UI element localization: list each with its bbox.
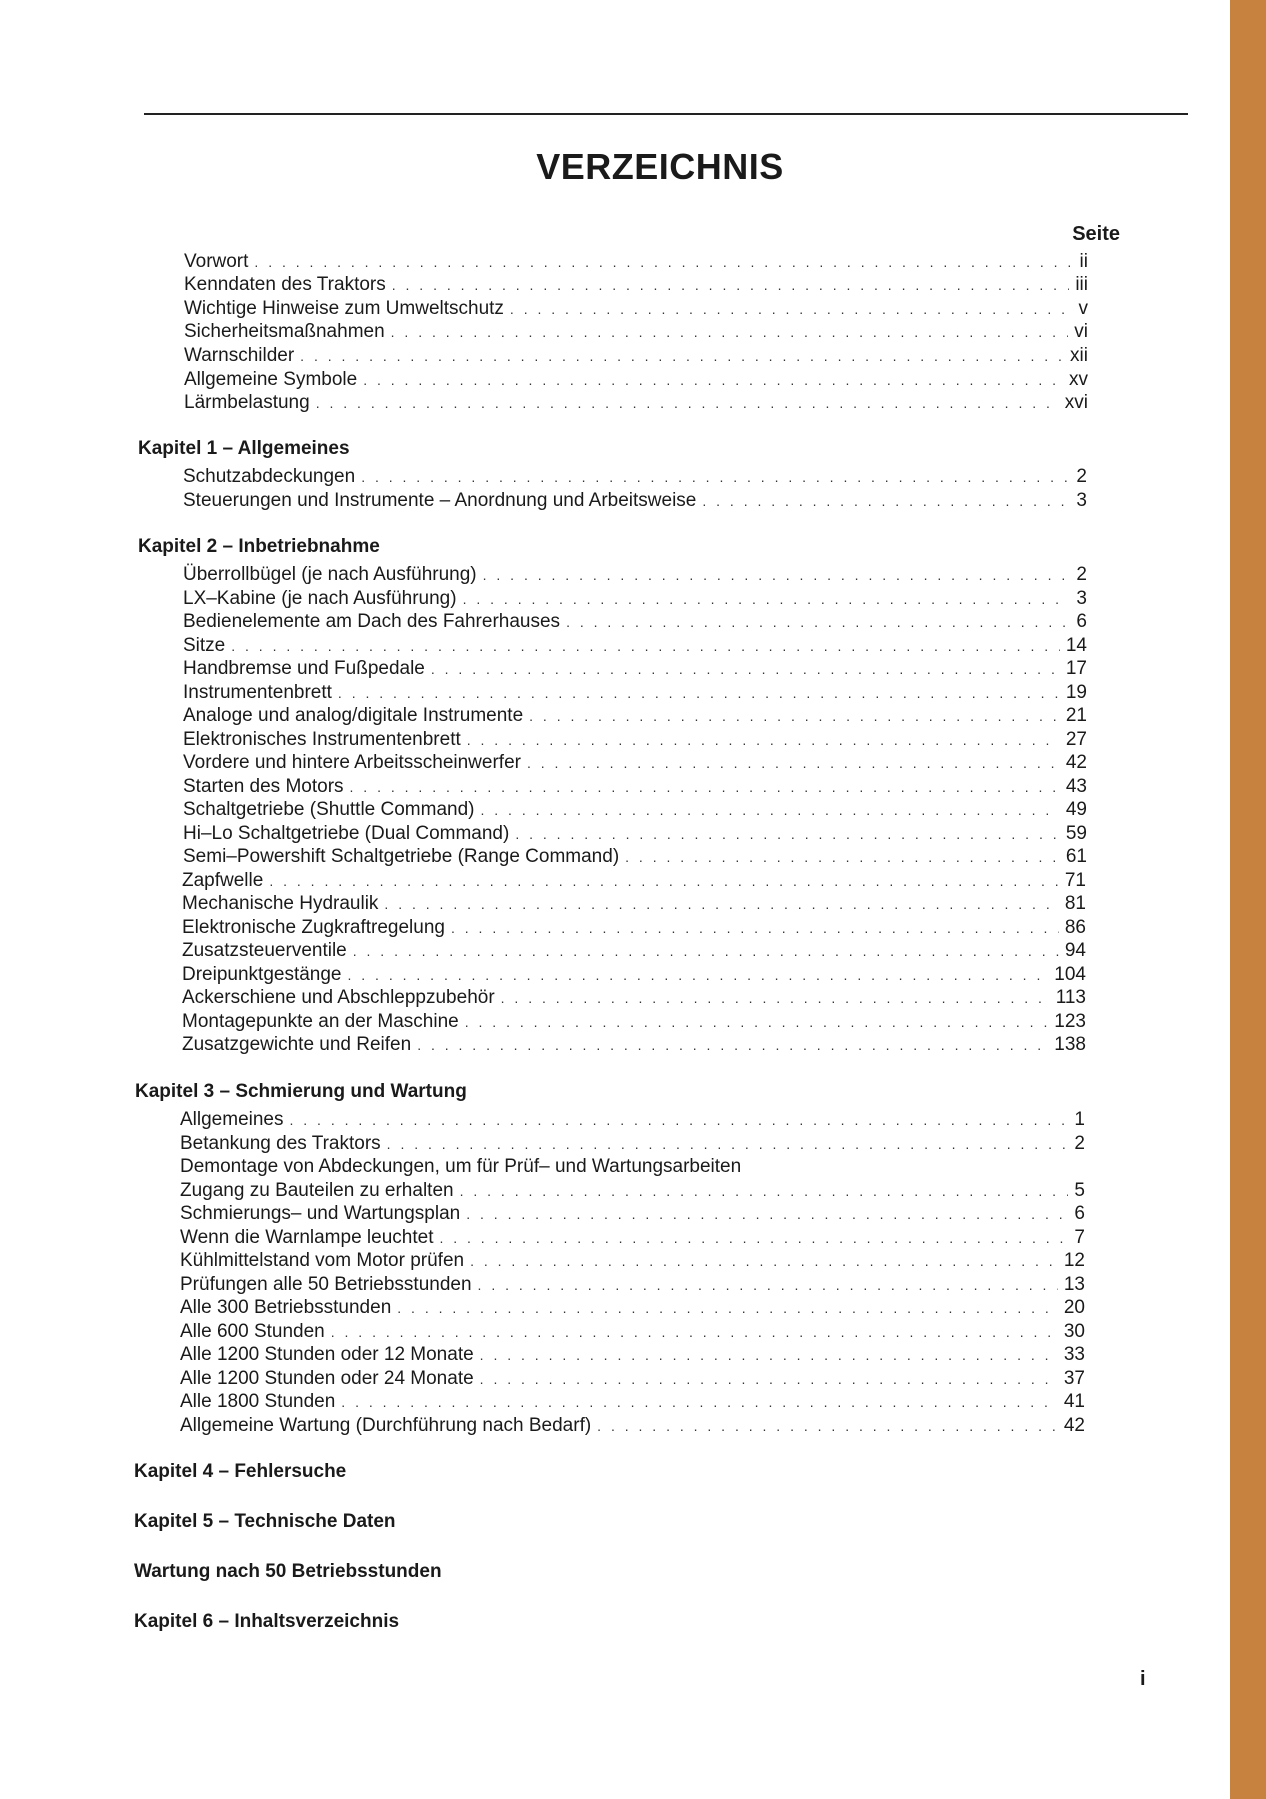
toc-entry[interactable]: [180, 1367, 1085, 1390]
toc-entry[interactable]: [183, 751, 1087, 774]
toc-entry[interactable]: [180, 1390, 1085, 1413]
dot-leader: [348, 964, 1049, 987]
chapter-heading-5[interactable]: Kapitel 5 – Technische Daten: [134, 1511, 396, 1532]
toc-entry-label: Allgemeines: [180, 1109, 284, 1130]
toc-entry-label: Elektronisches Instrumentenbrett: [183, 729, 461, 750]
dot-leader: [269, 870, 1059, 893]
toc-entry-page: 17: [1065, 658, 1087, 679]
toc-entry-page: 37: [1063, 1368, 1085, 1389]
chapter-heading-1[interactable]: Kapitel 1 – Allgemeines: [138, 438, 350, 459]
toc-entry-page: 6: [1074, 1203, 1085, 1224]
toc-entry[interactable]: [184, 368, 1088, 391]
dot-leader: [470, 1250, 1058, 1273]
chapter-heading-2[interactable]: Kapitel 2 – Inbetriebnahme: [138, 536, 380, 557]
toc-entry-label: Bedienelemente am Dach des Fahrerhauses: [183, 611, 561, 632]
toc-entry-label: Alle 1800 Stunden: [180, 1391, 336, 1412]
dot-leader: [510, 298, 1073, 321]
toc-entry[interactable]: [180, 1108, 1085, 1131]
toc-entry[interactable]: [180, 1296, 1085, 1319]
toc-entry-page: 2: [1076, 466, 1087, 487]
toc-entry-label: Instrumentenbrett: [183, 682, 332, 703]
toc-entry-label: Vorwort: [184, 251, 249, 272]
toc-entry[interactable]: [183, 822, 1087, 845]
toc-entry[interactable]: [183, 563, 1087, 586]
toc-entry-label: Kenndaten des Traktors: [184, 274, 386, 295]
dot-leader: [501, 987, 1050, 1010]
toc-entry-page: 27: [1065, 729, 1087, 750]
dot-leader: [341, 1391, 1058, 1414]
toc-entry-label: Montagepunkte an der Maschine: [182, 1011, 459, 1032]
toc-entry-page: 123: [1054, 1011, 1086, 1032]
toc-entry[interactable]: [183, 845, 1087, 868]
chapter-heading-3[interactable]: Kapitel 3 – Schmierung und Wartung: [135, 1081, 467, 1102]
toc-entry[interactable]: [180, 1226, 1085, 1249]
toc-entry[interactable]: [183, 610, 1087, 633]
toc-entry-page: 33: [1063, 1344, 1085, 1365]
toc-entry[interactable]: [183, 728, 1087, 751]
toc-entry-page: vi: [1074, 321, 1088, 342]
dot-leader: [439, 1227, 1068, 1250]
toc-entry[interactable]: [182, 963, 1086, 986]
toc-entry[interactable]: [184, 297, 1088, 320]
toc-entry-label: Sitze: [183, 635, 226, 656]
toc-entry-page: iii: [1075, 274, 1088, 295]
dot-leader: [483, 564, 1071, 587]
toc-entry-label: Handbremse und Fußpedale: [183, 658, 425, 679]
toc-entry-page: 12: [1063, 1250, 1085, 1271]
toc-entry[interactable]: [183, 465, 1087, 488]
toc-entry-label: Überrollbügel (je nach Ausführung): [183, 564, 477, 585]
dot-leader: [480, 1344, 1058, 1367]
toc-entry[interactable]: [180, 1202, 1085, 1225]
toc-entry-label: Dreipunktgestänge: [182, 964, 342, 985]
toc-entry-label: Hi–Lo Schaltgetriebe (Dual Command): [183, 823, 510, 844]
toc-entry-label: Elektronische Zugkraftregelung: [182, 917, 445, 938]
toc-entry-page: 3: [1076, 490, 1087, 511]
toc-entry-page: 14: [1065, 635, 1087, 656]
toc-entry[interactable]: [180, 1414, 1085, 1437]
toc-entry-page: 2: [1076, 564, 1087, 585]
toc-entry-label: Alle 1200 Stunden oder 24 Monate: [180, 1368, 474, 1389]
toc-entry-page: 43: [1065, 776, 1087, 797]
toc-entry-page: 61: [1065, 846, 1087, 867]
toc-entry-page: 7: [1074, 1227, 1085, 1248]
toc-entry-label: Sicherheitsmaßnahmen: [184, 321, 385, 342]
dot-leader: [478, 1274, 1058, 1297]
toc-entry-label: Vordere und hintere Arbeitsscheinwerfer: [183, 752, 521, 773]
chapter-heading-6[interactable]: Kapitel 6 – Inhaltsverzeichnis: [134, 1611, 400, 1632]
dot-leader: [338, 682, 1060, 705]
toc-entry[interactable]: [183, 704, 1087, 727]
toc-entry-page: ii: [1079, 251, 1088, 272]
toc-entry-label: Steuerungen und Instrumente – Anordnung und Arbeitsweise: [183, 490, 697, 511]
toc-entry[interactable]: [180, 1179, 1085, 1202]
toc-entry-page: v: [1078, 298, 1088, 319]
toc-entry-page: 71: [1064, 870, 1086, 891]
toc-entry-page: 19: [1065, 682, 1087, 703]
toc-entry-label: Betankung des Traktors: [180, 1133, 381, 1154]
toc-entry[interactable]: [182, 869, 1086, 892]
toc-entry[interactable]: [182, 986, 1086, 1009]
toc-entry[interactable]: [182, 1033, 1086, 1056]
toc-entry[interactable]: [183, 775, 1087, 798]
toc-entry[interactable]: [183, 587, 1087, 610]
dot-leader: [350, 776, 1060, 799]
toc-entry-label: Lärmbelastung: [184, 392, 310, 413]
dot-leader: [529, 705, 1060, 728]
toc-entry[interactable]: [180, 1249, 1085, 1272]
toc-entry-page: 86: [1064, 917, 1086, 938]
toc-entry-label: Alle 300 Betriebsstunden: [180, 1297, 392, 1318]
toc-entry-label: Zusatzgewichte und Reifen: [182, 1034, 412, 1055]
dot-leader: [363, 369, 1063, 392]
toc-entry-page: 1: [1074, 1109, 1085, 1130]
toc-entry[interactable]: [182, 939, 1086, 962]
toc-entry[interactable]: [184, 320, 1088, 343]
dot-leader: [417, 1034, 1048, 1057]
toc-entry-label: Schutzabdeckungen: [183, 466, 356, 487]
toc-entry-label: Wenn die Warnlampe leuchtet: [180, 1227, 434, 1248]
toc-entry-label: Allgemeine Wartung (Durchführung nach Bedarf): [180, 1415, 592, 1436]
toc-entry-page: 59: [1065, 823, 1087, 844]
toc-entry[interactable]: [180, 1273, 1085, 1296]
dot-leader: [361, 466, 1070, 489]
toc-entry[interactable]: [183, 798, 1087, 821]
toc-entry-label: Ackerschiene und Abschleppzubehör: [182, 987, 495, 1008]
toc-entry-label: Semi–Powershift Schaltgetriebe (Range Command): [183, 846, 620, 867]
toc-entry-page: 20: [1063, 1297, 1085, 1318]
toc-entry-label: Alle 1200 Stunden oder 12 Monate: [180, 1344, 474, 1365]
dot-leader: [254, 251, 1073, 274]
dot-leader: [397, 1297, 1058, 1320]
dot-leader: [451, 917, 1059, 940]
toc-entry[interactable]: [183, 657, 1087, 680]
toc-entry[interactable]: [180, 1132, 1085, 1155]
toc-entry-label: Schmierungs– und Wartungsplan: [180, 1203, 461, 1224]
dot-leader: [231, 635, 1060, 658]
toc-entry-label: Allgemeine Symbole: [184, 369, 358, 390]
toc-entry-page: 138: [1054, 1034, 1086, 1055]
toc-entry-page: 3: [1076, 588, 1087, 609]
dot-leader: [392, 274, 1070, 297]
dot-leader: [480, 799, 1059, 822]
toc-entry[interactable]: [182, 916, 1086, 939]
dot-leader: [353, 940, 1059, 963]
page-number: i: [1140, 1668, 1146, 1690]
toc-entry-label: Mechanische Hydraulik: [182, 893, 379, 914]
dot-leader: [702, 490, 1070, 513]
toc-entry-label: LX–Kabine (je nach Ausführung): [183, 588, 457, 609]
toc-entry-label: Schaltgetriebe (Shuttle Command): [183, 799, 475, 820]
dot-leader: [384, 893, 1058, 916]
toc-entry-page: xvi: [1064, 392, 1088, 413]
dot-leader: [515, 823, 1060, 846]
dot-leader: [466, 1203, 1068, 1226]
dot-leader: [331, 1321, 1058, 1344]
toc-entry-label: Starten des Motors: [183, 776, 344, 797]
page-column-header: Seite: [1072, 223, 1120, 245]
toc-entry-label: Kühlmittelstand vom Motor prüfen: [180, 1250, 465, 1271]
dot-leader: [290, 1109, 1069, 1132]
chapter-heading-4[interactable]: Kapitel 4 – Fehlersuche: [134, 1461, 347, 1482]
toc-entry-page: 42: [1063, 1415, 1085, 1436]
toc-entry[interactable]: [184, 391, 1088, 414]
dot-leader: [480, 1368, 1058, 1391]
maintenance-50h-heading[interactable]: Wartung nach 50 Betriebsstunden: [134, 1561, 442, 1582]
toc-entry-label: Zugang zu Bauteilen zu erhalten: [180, 1180, 454, 1201]
dot-leader: [460, 1180, 1069, 1203]
toc-entry-label: Zapfwelle: [182, 870, 264, 891]
toc-entry-label: Alle 600 Stunden: [180, 1321, 325, 1342]
toc-entry-page: 6: [1076, 611, 1087, 632]
toc-entry-label: Warnschilder: [184, 345, 295, 366]
toc-entry-page: 21: [1065, 705, 1087, 726]
toc-entry-page: 104: [1054, 964, 1086, 985]
toc-entry-page: 49: [1065, 799, 1087, 820]
toc-entry[interactable]: [184, 273, 1088, 296]
toc-entry[interactable]: [180, 1343, 1085, 1366]
toc-entry[interactable]: [182, 892, 1086, 915]
dot-leader: [465, 1011, 1049, 1034]
toc-entry-page: 41: [1063, 1391, 1085, 1412]
toc-entry-label: Analoge und analog/digitale Instrumente: [183, 705, 524, 726]
toc-entry[interactable]: [184, 344, 1088, 367]
toc-entry-page: 81: [1064, 893, 1086, 914]
toc-entry-label: Wichtige Hinweise zum Umweltschutz: [184, 298, 504, 319]
dot-leader: [316, 392, 1059, 415]
toc-entry[interactable]: [183, 489, 1087, 512]
dot-leader: [625, 846, 1060, 869]
toc-entry-page: 113: [1055, 987, 1086, 1008]
toc-entry-page: 5: [1074, 1180, 1085, 1201]
dot-leader: [597, 1415, 1058, 1438]
toc-entry-page: 2: [1074, 1133, 1085, 1154]
toc-entry[interactable]: [183, 634, 1087, 657]
toc-entry-wrapped-line[interactable]: Demontage von Abdeckungen, um für Prüf– und Wartungsarbeiten: [180, 1156, 742, 1177]
toc-entry-page: xv: [1069, 369, 1088, 390]
dot-leader: [467, 729, 1060, 752]
toc-entry[interactable]: [184, 250, 1088, 273]
toc-entry-page: 94: [1064, 940, 1086, 961]
dot-leader: [391, 321, 1069, 344]
toc-entry-label: Prüfungen alle 50 Betriebsstunden: [180, 1274, 472, 1295]
toc-entry-page: 42: [1065, 752, 1087, 773]
dot-leader: [463, 588, 1071, 611]
dot-leader: [566, 611, 1070, 634]
toc-entry-label: Zusatzsteuerventile: [182, 940, 347, 961]
toc-entry[interactable]: [183, 681, 1087, 704]
toc-entry[interactable]: [180, 1320, 1085, 1343]
dot-leader: [527, 752, 1060, 775]
dot-leader: [300, 345, 1064, 368]
dot-leader: [387, 1133, 1069, 1156]
dot-leader: [431, 658, 1060, 681]
toc-entry-page: 13: [1063, 1274, 1085, 1295]
toc-entry-page: xii: [1070, 345, 1088, 366]
page-title: VERZEICHNIS: [536, 146, 784, 187]
toc-entry-page: 30: [1063, 1321, 1085, 1342]
toc-entry[interactable]: [182, 1010, 1086, 1033]
